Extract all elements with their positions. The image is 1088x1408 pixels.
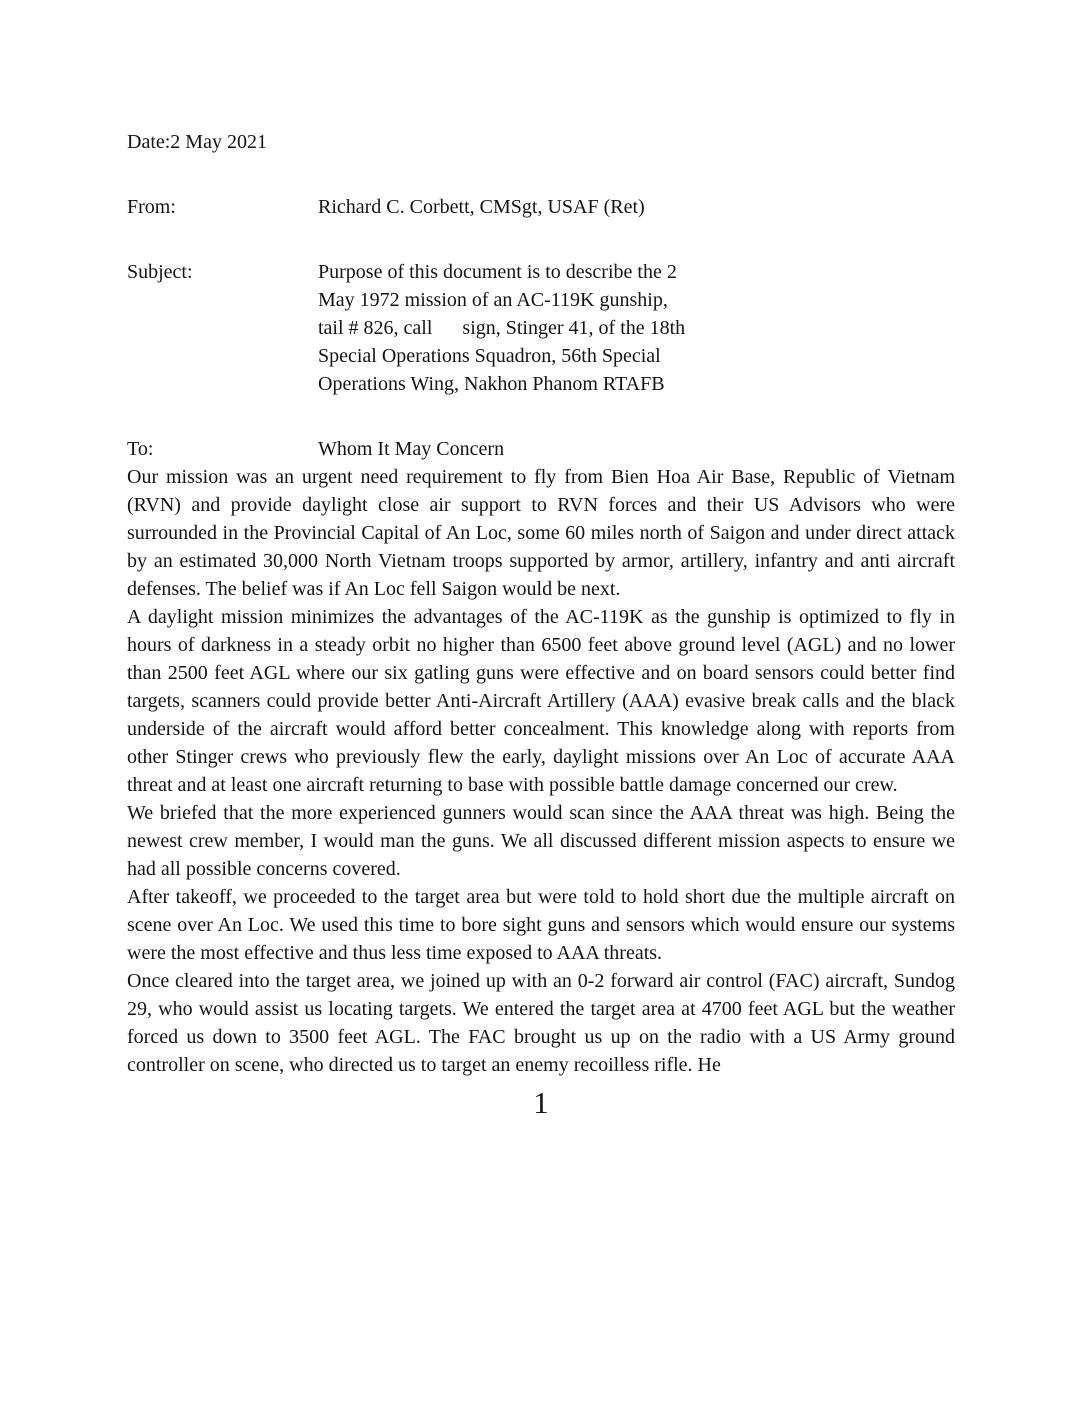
subject-line: Special Operations Squadron, 56th Special (318, 345, 661, 367)
from-value: Richard C. Corbett, CMSgt, USAF (Ret) (318, 196, 645, 218)
to-row (127, 435, 955, 463)
subject-line: Operations Wing, Nakhon Phanom RTAFB (318, 373, 665, 395)
date-line: Date:2 May 2021 (127, 131, 267, 153)
page-number: 1 (533, 1085, 549, 1120)
subject-label: Subject: (127, 261, 193, 283)
paragraph-mission: Our mission was an urgent need requirement to fly from Bien Hoa Air Base, Republic of Vietnam (RVN) and provide daylight close air support to RVN forces and their US Advisors who were surrounded in the Provincial Capital of An Loc, some 60 miles north of Saigon and under direct attack by an estimated 30,000 North Vietnam troops supported by armor, artillery, infantry and anti aircraft defenses. The belief was if An Loc fell Saigon would be next. (127, 466, 955, 600)
to-label: To: (127, 438, 154, 460)
paragraph-daylight: A daylight mission minimizes the advantages of the AC-119K as the gunship is optimized to fly in hours of darkness in a steady orbit no higher than 6500 feet above ground level (AGL) and no lower than 2500 feet AGL where our six gatling guns were effective and on board sensors could better find targets, scanners could provide better Anti-Aircraft Artillery (AAA) evasive break calls and the black underside of the aircraft would afford better concealment. This knowledge along with reports from other Stinger crews who previously flew the early, daylight missions over An Loc of accurate AAA threat and at least one aircraft returning to base with possible battle damage concerned our crew. (127, 606, 955, 796)
paragraph-target-area: Once cleared into the target area, we joined up with an 0-2 forward air control (FAC) aircraft, Sundog 29, who would assist us locating targets. We entered the target area at 4700 feet AGL but the weather forced us down to 3500 feet AGL. The FAC brought us up on the radio with a US Army ground controller on scene, who directed us to target an enemy recoilless rifle. He (127, 970, 955, 1076)
paragraph-briefing: We briefed that the more experienced gunners would scan since the AAA threat was high. Being the newest crew member, I would man the guns. We all discussed different mission aspects to ensure we had all possible concerns covered. (127, 802, 955, 880)
from-label: From: (127, 196, 176, 218)
from-row (127, 193, 955, 221)
to-value: Whom It May Concern (318, 438, 505, 460)
subject-line: May 1972 mission of an AC-119K gunship, (318, 289, 668, 311)
subject-row (127, 258, 955, 398)
subject-line: Purpose of this document is to describe the 2 (318, 261, 677, 283)
subject-line: tail # 826, call sign, Stinger 41, of the 18th (318, 317, 686, 339)
paragraph-takeoff: After takeoff, we proceeded to the target area but were told to hold short due the multiple aircraft on scene over An Loc. We used this time to bore sight guns and sensors which would ensure our systems were the most effective and thus less time exposed to AAA threats. (127, 886, 955, 964)
subject-value (318, 258, 955, 398)
